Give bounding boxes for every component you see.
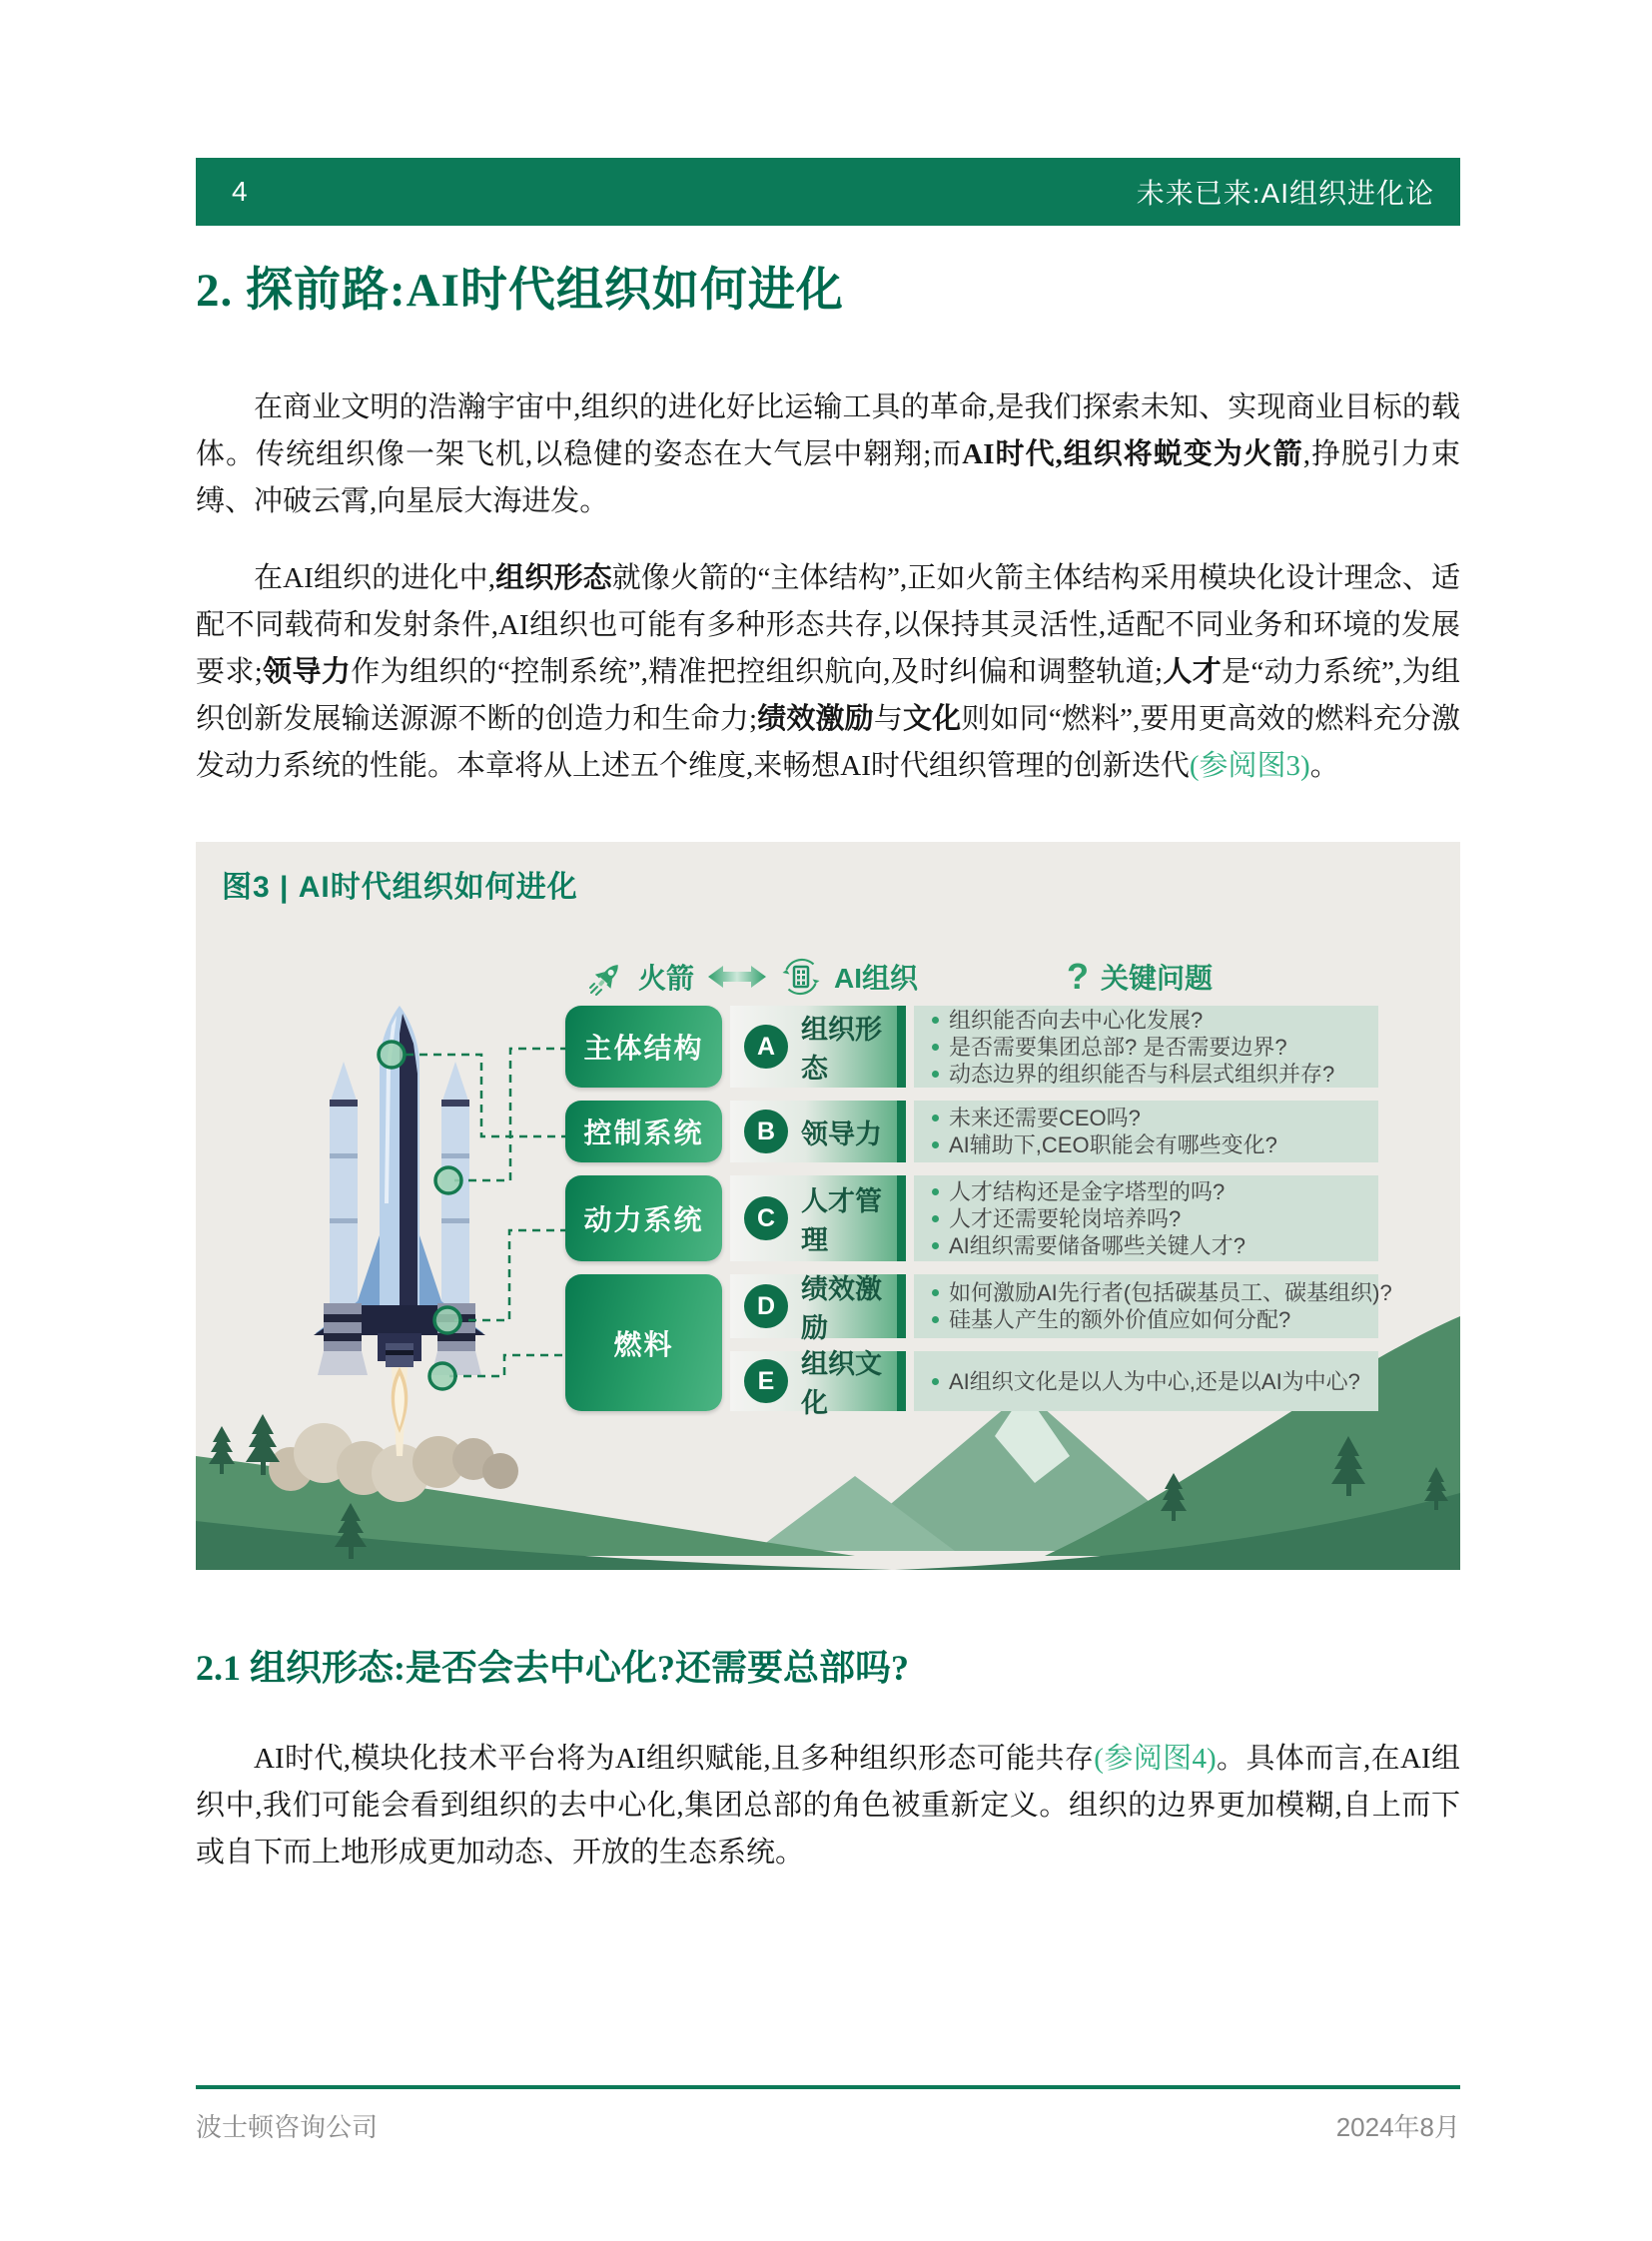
dimension-label-b: 领导力 [801,1119,882,1149]
dimension-cell-a [730,1006,906,1088]
subsection-heading: 2.1 组织形态:是否会去中心化?还需要总部吗? [196,1648,909,1688]
questions-panel-e [914,1351,1378,1411]
rocket-part-box-power: 动力系统 [565,1175,722,1261]
question-item: AI辅助下,CEO职能会有哪些变化? [932,1131,1378,1158]
letter-badge-c: C [744,1196,788,1240]
figure-title: 图3 | AI时代组织如何进化 [222,871,578,904]
figure-3-panel [196,842,1460,1570]
question-item: 如何激励AI先行者(包括碳基员工、碳基组织)? [932,1279,1378,1306]
question-item: 动态边界的组织能否与科层式组织并存? [932,1061,1378,1088]
text-run: 就像火箭的“主体结构”,正如火箭主体结构采用模块化设计理念、适配不同载荷和发射条件,AI组织也可能有多种形态共存,以保持其灵活性,适配不同业务和环境的发展要求; [196,562,1460,688]
text-run-bold: 领导力 [262,656,352,688]
question-item: 硅基人产生的额外价值应如何分配? [932,1306,1378,1333]
page-header [196,158,1460,226]
figure-legend-right [1067,954,1213,1000]
letter-badge-d: D [744,1284,788,1328]
rocket-illustration [300,1004,499,1433]
rocket-icon [588,958,626,996]
paragraph-2 [196,555,1460,790]
footer-rule [196,2085,1460,2089]
question-item: 是否需要集团总部? 是否需要边界? [932,1034,1378,1061]
question-item: AI组织文化是以人为中心,还是以AI为中心? [932,1368,1378,1395]
section-heading: 2. 探前路:AI时代组织如何进化 [196,265,844,317]
text-run: 在商业文明的浩瀚宇宙中,组织的进化好比运输工具的革命,是我们探索未知、实现商业目标的载体。传统组织像一架飞机,以稳健的姿态在大气层中翱翔;而 [196,391,1460,470]
rocket-part-box-structure: 主体结构 [565,1006,722,1088]
text-run-bold: 组织形态 [495,562,612,594]
page-footer [196,2085,1460,2144]
figure-3-reference[interactable]: (参阅图3) [1189,750,1310,782]
dimension-label-d: 绩效激励 [801,1274,882,1343]
text-run: AI时代,模块化技术平台将为AI组织赋能,且多种组织形态可能共存 [254,1743,1095,1775]
text-run-bold: AI时代,组织将蜕变为火箭 [962,438,1303,470]
figure-legend-left [588,954,918,1000]
text-run-bold: 文化 [903,703,962,735]
question-item: AI组织需要储备哪些关键人才? [932,1232,1378,1259]
letter-badge-a: A [744,1025,788,1069]
dimension-cell-b [730,1101,906,1162]
dimension-cell-d [730,1274,906,1343]
figure-mapping-grid [565,1006,1392,1418]
question-item: 人才结构还是金字塔型的吗? [932,1178,1378,1205]
question-mark-icon: ? [1067,956,1089,997]
text-run-bold: 人才 [1163,656,1223,688]
text-run: 。具体而言,在AI组织中,我们可能会看到组织的去中心化,集团总部的角色被重新定义。组织的边界更加模糊,自上而下或自下而上地形成更加动态、开放的生态系统。 [196,1743,1460,1868]
dimension-label-c: 人才管理 [801,1186,882,1255]
figure-4-reference[interactable]: (参阅图4) [1094,1743,1217,1775]
dimension-cell-e [730,1349,906,1418]
text-run: 在AI组织的进化中, [254,562,496,594]
rocket-part-box-fuel: 燃料 [565,1274,722,1411]
legend-rocket-label: 火箭 [638,963,695,994]
questions-panel-b [914,1101,1378,1162]
dimension-label-e: 组织文化 [801,1349,882,1418]
letter-badge-b: B [744,1110,788,1153]
text-run: 与 [873,703,904,735]
footer-company: 波士顿咨询公司 [196,2112,379,2142]
text-run: 则如同“燃料”,要用更高效的燃料充分激发动力系统的性能。本章将从上述五个维度,来畅想AI时代组织管理的创新迭代 [196,703,1461,782]
legend-ai-org-label: AI组织 [834,963,919,994]
text-run: 作为组织的“控制系统”,精准把控组织航向,及时纠偏和调整轨道; [351,656,1163,688]
document-title: 未来已来:AI组织进化论 [1136,178,1434,209]
building-recycle-icon [780,956,822,998]
questions-panel-c [914,1175,1378,1261]
text-run: ,挣脱引力束缚、冲破云霄,向星辰大海进发。 [196,438,1460,517]
footer-date: 2024年8月 [1335,2112,1460,2142]
dimension-label-a: 组织形态 [801,1015,882,1084]
letter-badge-e: E [744,1359,788,1403]
question-item: 人才还需要轮岗培养吗? [932,1205,1378,1232]
text-run: 。 [1309,750,1339,782]
page-number: 4 [232,176,248,207]
text-run: 是“动力系统”,为组织创新发展输送源源不断的创造力和生命力; [196,656,1460,735]
legend-key-questions-label: 关键问题 [1101,963,1214,994]
dimension-cell-c [730,1175,906,1261]
questions-panel-d [914,1274,1392,1338]
text-run-bold: 绩效激励 [757,703,874,735]
paragraph-3 [196,1736,1460,1876]
paragraph-1 [196,384,1460,525]
question-item: 组织能否向去中心化发展? [932,1007,1378,1034]
rocket-part-box-control: 控制系统 [565,1101,722,1162]
question-item: 未来还需要CEO吗? [932,1105,1378,1131]
questions-panel-a [914,1006,1378,1088]
double-arrow-icon [706,963,768,991]
